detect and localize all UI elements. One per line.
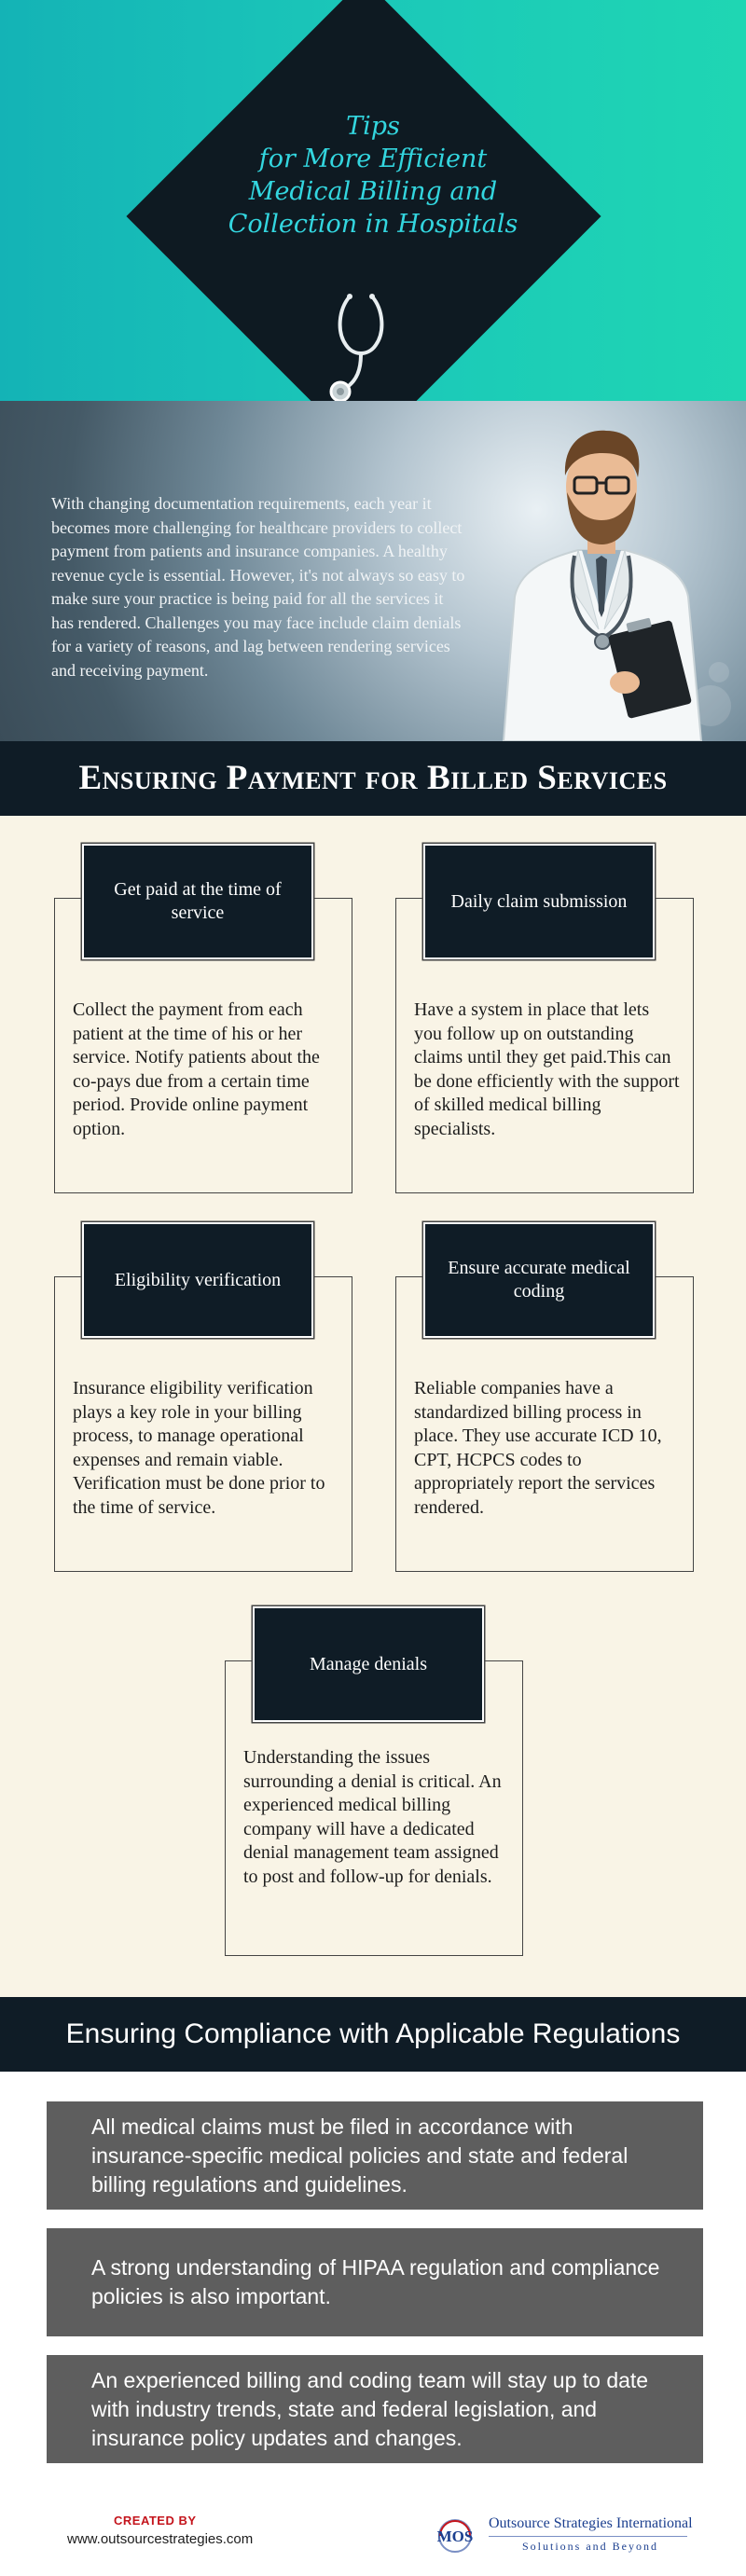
- payment-cards-area: [0, 816, 746, 1997]
- card-eligibility: [54, 1222, 352, 1572]
- brand-tagline: Solutions and Beyond: [522, 2540, 659, 2553]
- stethoscope-icon: [322, 291, 410, 401]
- compliance-area: [0, 2072, 746, 2500]
- card-title: Ensure accurate medical coding: [423, 1222, 655, 1338]
- title-line: for More Efficient: [258, 145, 488, 173]
- card-body: Understanding the issues surrounding a denial is critical. An experienced medical billing company will have a dedicated denial management team assigned to post and follow-up for denials.: [243, 1747, 502, 1887]
- intro-section: [0, 401, 746, 741]
- compliance-text: All medical claims must be filed in accordance with insurance-specific medical policies and state and federal billing regulations and guidelines.: [91, 2114, 629, 2197]
- compliance-item: [47, 2355, 703, 2463]
- card-body: Have a system in place that lets you follow up on outstanding claims until they get paid.This can be done efficiently with the support of skilled medical billing specialists.: [414, 999, 680, 1139]
- card-title: Manage denials: [253, 1606, 484, 1722]
- compliance-item: [47, 2101, 703, 2210]
- title-line: Medical Billing and: [248, 177, 498, 206]
- doctor-illustration: [485, 420, 718, 741]
- card-medical-coding: [395, 1222, 694, 1572]
- created-by-label: CREATED BY: [114, 2514, 197, 2528]
- brand-name: Outsource Strategies International: [489, 2515, 693, 2531]
- footer: [0, 2500, 746, 2576]
- intro-text: With changing documentation requirements, each year it becomes more challenging for healthcare providers to collect payment from patients and insurance companies. A healthy revenue cycle is essential. However, it's not always so easy to make sure your practice is being paid for all the services it has rendered. Challenges you may face include claim denials for a variety of reasons, and lag between rendering services and receiving payment.: [51, 494, 465, 680]
- brand-divider: [489, 2536, 687, 2537]
- card-body: Insurance eligibility verification plays a key role in your billing process, to manage operational expenses and remain viable. Verification must be done prior to the time of service.: [73, 1378, 325, 1518]
- card-get-paid: [54, 844, 352, 1193]
- compliance-text: A strong understanding of HIPAA regulation and compliance policies is also important.: [91, 2255, 660, 2308]
- title-line: Tips: [346, 112, 400, 141]
- compliance-item: [47, 2228, 703, 2336]
- compliance-text: An experienced billing and coding team will stay up to date with industry trends, state and federal legislation, and insurance policy updates and changes.: [91, 2367, 649, 2450]
- hero-banner: [0, 0, 746, 401]
- card-title: Daily claim submission: [423, 844, 655, 959]
- logo-text: MOS: [436, 2528, 474, 2545]
- card-body: Collect the payment from each patient at the time of his or her service. Notify patients about the co-pays due from a certain time period. Provide online payment option.: [73, 999, 320, 1139]
- page-title: [177, 110, 569, 241]
- card-body: Reliable companies have a standardized billing process in place. They use accurate ICD 10, CPT, HCPCS codes to appropriately report the services rendered.: [414, 1378, 662, 1518]
- section-title-payment: Ensuring Payment for Billed Services: [0, 741, 746, 816]
- section-title-compliance: Ensuring Compliance with Applicable Regulations: [0, 1997, 746, 2072]
- company-logo: [429, 2512, 481, 2558]
- card-manage-denials: [225, 1606, 523, 1956]
- card-title: Eligibility verification: [82, 1222, 313, 1338]
- card-title: Get paid at the time of service: [82, 844, 313, 959]
- card-daily-claim: [395, 844, 694, 1193]
- website-link[interactable]: www.outsourcestrategies.com: [67, 2531, 254, 2547]
- title-line: Collection in Hospitals: [228, 210, 518, 239]
